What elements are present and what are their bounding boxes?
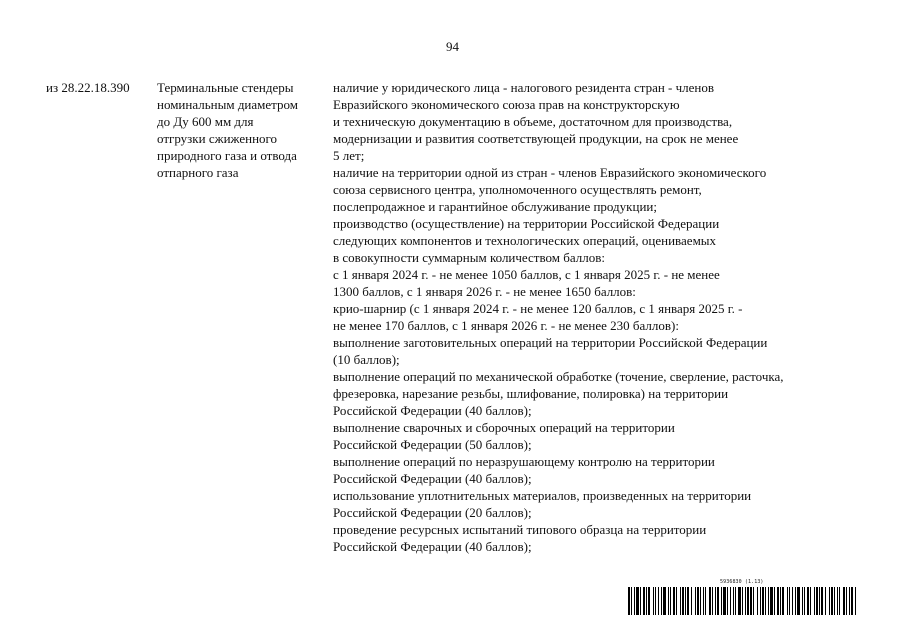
requirement-line: выполнение операций по механической обработке (точение, сверление, расточка, [333, 369, 784, 384]
requirement-line: (10 баллов); [333, 352, 400, 367]
requirement-line: в совокупности суммарным количеством баллов: [333, 250, 605, 265]
requirement-line: Российской Федерации (50 баллов); [333, 437, 532, 452]
product-name-line: Терминальные стендеры [157, 80, 294, 95]
requirement-line: проведение ресурсных испытаний типового образца на территории [333, 522, 707, 537]
product-code: из 28.22.18.390 [46, 80, 130, 95]
requirement-line: выполнение заготовительных операций на территории Российской Федерации [333, 335, 768, 350]
requirement-line: выполнение сварочных и сборочных операций на территории [333, 420, 675, 435]
document-reference: 5936830 (1.13) [720, 579, 764, 585]
product-name-line: номинальным диаметром [157, 97, 298, 112]
requirement-line: Российской Федерации (40 баллов); [333, 471, 532, 486]
requirement-line: производство (осуществление) на территории Российской Федерации [333, 216, 720, 231]
requirement-line: фрезеровка, нарезание резьбы, шлифование, полировка) на территории [333, 386, 729, 401]
requirement-line: выполнение операций по неразрушающему контролю на территории [333, 454, 715, 469]
requirement-line: с 1 января 2024 г. - не менее 1050 баллов, с 1 января 2025 г. - не менее [333, 267, 720, 282]
requirement-line: наличие на территории одной из стран - членов Евразийского экономического [333, 165, 767, 180]
requirement-line: использование уплотнительных материалов, произведенных на территории [333, 488, 752, 503]
product-name-line: отгрузки сжиженного [157, 131, 278, 146]
requirement-line: Евразийского экономического союза прав на конструкторскую [333, 97, 680, 112]
product-name-line: отпарного газа [157, 165, 239, 180]
product-name-line: до Ду 600 мм для [157, 114, 254, 129]
requirement-line: наличие у юридического лица - налогового резидента стран - членов [333, 80, 715, 95]
requirement-line: Российской Федерации (40 баллов); [333, 539, 532, 554]
requirement-line: не менее 170 баллов, с 1 января 2026 г. - не менее 230 баллов): [333, 318, 679, 333]
page-number: 94 [446, 39, 459, 54]
requirement-line: 5 лет; [333, 148, 365, 163]
requirement-line: Российской Федерации (40 баллов); [333, 403, 532, 418]
requirement-line: послепродажное и гарантийное обслуживание продукции; [333, 199, 657, 214]
requirement-line: и техническую документацию в объеме, достаточном для производства, [333, 114, 733, 129]
barcode [628, 587, 856, 615]
requirement-line: модернизации и развития соответствующей продукции, на срок не менее [333, 131, 739, 146]
requirement-line: 1300 баллов, с 1 января 2026 г. - не менее 1650 баллов: [333, 284, 636, 299]
requirement-line: союза сервисного центра, уполномоченного осуществлять ремонт, [333, 182, 702, 197]
requirement-line: крио-шарнир (с 1 января 2024 г. - не менее 120 баллов, с 1 января 2025 г. - [333, 301, 743, 316]
requirement-line: Российской Федерации (20 баллов); [333, 505, 532, 520]
product-name [157, 79, 327, 181]
requirements-text [333, 79, 873, 555]
product-name-line: природного газа и отвода [157, 148, 297, 163]
requirement-line: следующих компонентов и технологических операций, оцениваемых [333, 233, 717, 248]
